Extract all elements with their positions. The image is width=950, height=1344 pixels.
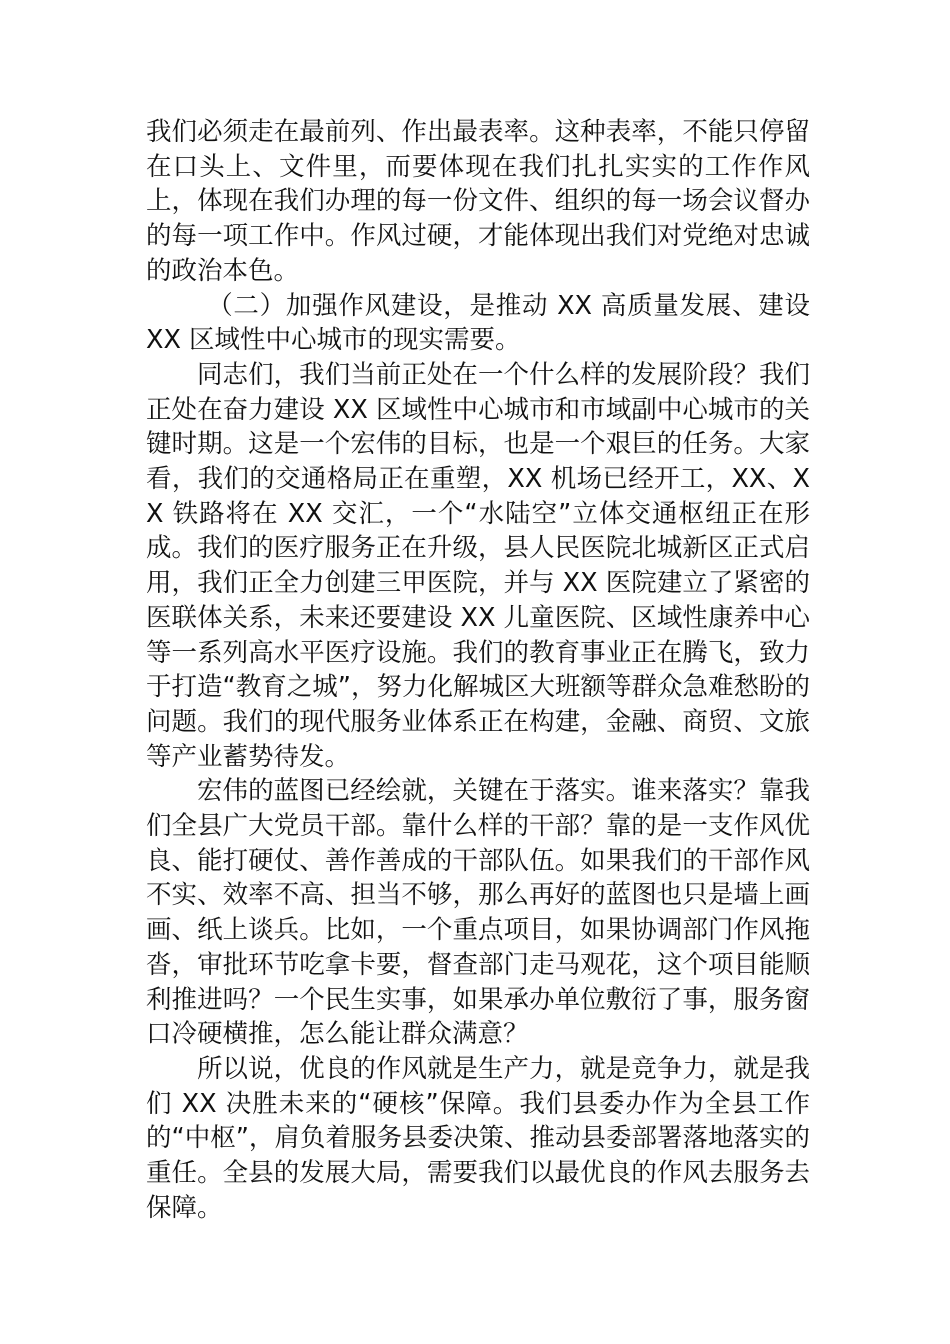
paragraph: 所以说，优良的作风就是生产力，就是竞争力，就是我们 XX 决胜未来的“硬核”保障。我们县委办作为全县工作的“中枢”，肩负着服务县委决策、推动县委部署落地落实的重任。全县的发展大局，需要我们以最优良的作风去服务去保障。 xyxy=(146,1053,810,1223)
document-body xyxy=(146,115,810,1226)
paragraph: 宏伟的蓝图已经绘就，关键在于落实。谁来落实？靠我们全县广大党员干部。靠什么样的干部？靠的是一支作风优良、能打硬仗、善作善成的干部队伍。如果我们的干部作风不实、效率不高、担当不够，那么再好的蓝图也只是墙上画画、纸上谈兵。比如，一个重点项目，如果协调部门作风拖沓，审批环节吃拿卡要，督查部门走马观花，这个项目能顺利推进吗？一个民生实事，如果承办单位敷衍了事，服务窗口冷硬横推，怎么能让群众满意？ xyxy=(146,776,810,1050)
section-heading: （二）加强作风建设，是推动 XX 高质量发展、建设 XX 区域性中心城市的现实需要。 xyxy=(146,290,810,356)
paragraph-continuation: 我们必须走在最前列、作出最表率。这种表率，不能只停留在口头上、文件里，而要体现在我们扎扎实实的工作作风上，体现在我们办理的每一份文件、组织的每一场会议督办的每一项工作中。作风过硬，才能体现出我们对党绝对忠诚的政治本色。 xyxy=(146,117,810,286)
paragraph: 同志们，我们当前正处在一个什么样的发展阶段？我们正处在奋力建设 XX 区域性中心城市和市域副中心城市的关键时期。这是一个宏伟的目标，也是一个艰巨的任务。大家看，我们的交通格局正在重塑，XX 机场已经开工，XX、XX 铁路将在 XX 交汇，一个“水陆空”立体交通枢纽正在形成。我们的医疗服务正在升级，县人民医院北城新区正式启用，我们正全力创建三甲医院，并与 XX 医院建立了紧密的医联体关系，未来还要建设 XX 儿童医院、区域性康养中心等一系列高水平医疗设施。我们的教育事业正在腾飞，致力于打造“教育之城”，努力化解城区大班额等群众急难愁盼的问题。我们的现代服务业体系正在构建，金融、商贸、文旅等产业蓄势待发。 xyxy=(146,359,810,772)
